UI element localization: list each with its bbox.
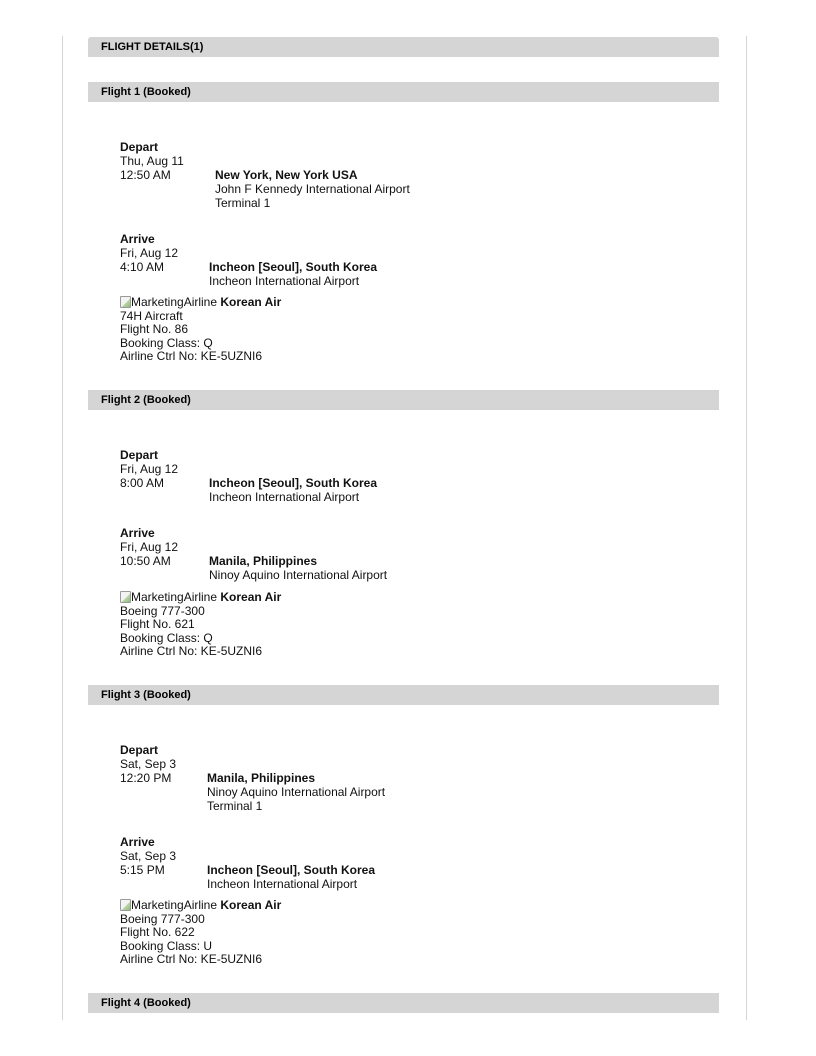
arrive-datetime <box>120 540 209 568</box>
arrive-location <box>209 246 377 288</box>
arrive-date: Fri, Aug 12 <box>120 246 179 260</box>
arrive-airport: Ninoy Aquino International Airport <box>209 568 388 582</box>
depart-airport: Incheon International Airport <box>209 490 360 504</box>
depart-date: Fri, Aug 12 <box>120 462 179 476</box>
right-border-line <box>746 36 747 1020</box>
depart-location <box>207 757 385 813</box>
arrive-city: Manila, Philippines <box>209 554 318 568</box>
depart-terminal: Terminal 1 <box>215 196 271 210</box>
depart-time: 12:20 PM <box>120 771 172 785</box>
airline-logo-alt: MarketingAirline <box>131 898 218 912</box>
depart-date: Thu, Aug 11 <box>120 154 184 168</box>
arrive-date: Sat, Sep 3 <box>120 849 177 863</box>
arrive-airport: Incheon International Airport <box>207 877 358 891</box>
arrive-time: 5:15 PM <box>120 863 165 877</box>
broken-image-icon <box>120 591 131 603</box>
arrive-city: Incheon [Seoul], South Korea <box>209 260 378 274</box>
airline-name: Korean Air <box>220 590 282 604</box>
depart-city: Manila, Philippines <box>207 771 316 785</box>
depart-label: Depart <box>120 743 159 757</box>
flight-number: Flight No. 86 <box>120 322 189 336</box>
depart-city: New York, New York USA <box>215 168 358 182</box>
depart-terminal: Terminal 1 <box>207 799 263 813</box>
depart-datetime <box>120 757 207 785</box>
flight-1-depart <box>120 140 410 210</box>
arrive-date: Fri, Aug 12 <box>120 540 179 554</box>
broken-image-icon <box>120 296 131 308</box>
flight-4-header: Flight 4 (Booked) <box>88 993 719 1013</box>
flight-number: Flight No. 622 <box>120 925 195 939</box>
flight-2-info <box>120 591 281 659</box>
booking-class: Booking Class: Q <box>120 630 213 645</box>
depart-location <box>209 462 377 504</box>
depart-time: 12:50 AM <box>120 168 171 182</box>
depart-date: Sat, Sep 3 <box>120 757 177 771</box>
flight-1-info <box>120 296 281 364</box>
arrive-airport: Incheon International Airport <box>209 274 360 288</box>
arrive-label: Arrive <box>120 526 155 540</box>
depart-datetime <box>120 154 215 182</box>
flight-3-depart <box>120 743 385 813</box>
depart-datetime <box>120 462 209 490</box>
depart-airport: Ninoy Aquino International Airport <box>207 785 386 799</box>
flight-number: Flight No. 621 <box>120 617 195 631</box>
depart-label: Depart <box>120 448 159 462</box>
airline-name: Korean Air <box>220 295 282 309</box>
depart-city: Incheon [Seoul], South Korea <box>209 476 378 490</box>
airline-ctrl-no: Airline Ctrl No: KE-5UZNI6 <box>120 644 263 658</box>
aircraft: 74H Aircraft <box>120 308 183 323</box>
flight-2-header: Flight 2 (Booked) <box>88 390 719 410</box>
flight-3-arrive <box>120 835 375 891</box>
arrive-datetime <box>120 849 207 877</box>
airline-ctrl-no: Airline Ctrl No: KE-5UZNI6 <box>120 952 263 966</box>
aircraft: Boeing 777-300 <box>120 911 205 926</box>
airline-row <box>120 899 281 913</box>
arrive-location <box>209 540 387 582</box>
flight-3-header: Flight 3 (Booked) <box>88 685 719 705</box>
flight-1-header: Flight 1 (Booked) <box>88 82 719 102</box>
flight-2-depart <box>120 448 377 504</box>
left-border-line <box>62 36 63 1020</box>
booking-class: Booking Class: U <box>120 938 213 953</box>
arrive-label: Arrive <box>120 232 155 246</box>
flight-1-arrive <box>120 232 377 288</box>
depart-time: 8:00 AM <box>120 476 165 490</box>
arrive-location <box>207 849 375 891</box>
airline-row <box>120 296 281 310</box>
arrive-time: 4:10 AM <box>120 260 165 274</box>
arrive-label: Arrive <box>120 835 155 849</box>
arrive-time: 10:50 AM <box>120 554 171 568</box>
airline-logo-alt: MarketingAirline <box>131 295 218 309</box>
aircraft: Boeing 777-300 <box>120 603 205 618</box>
arrive-city: Incheon [Seoul], South Korea <box>207 863 376 877</box>
airline-name: Korean Air <box>220 898 282 912</box>
flight-2-arrive <box>120 526 387 582</box>
airline-row <box>120 591 281 605</box>
depart-label: Depart <box>120 140 159 154</box>
airline-ctrl-no: Airline Ctrl No: KE-5UZNI6 <box>120 349 263 363</box>
booking-class: Booking Class: Q <box>120 335 213 350</box>
depart-airport: John F Kennedy International Airport <box>215 182 410 196</box>
depart-location <box>215 154 410 210</box>
airline-logo-alt: MarketingAirline <box>131 590 218 604</box>
arrive-datetime <box>120 246 209 274</box>
broken-image-icon <box>120 899 131 911</box>
flight-details-header: FLIGHT DETAILS(1) <box>88 37 719 57</box>
flight-3-info <box>120 899 281 967</box>
